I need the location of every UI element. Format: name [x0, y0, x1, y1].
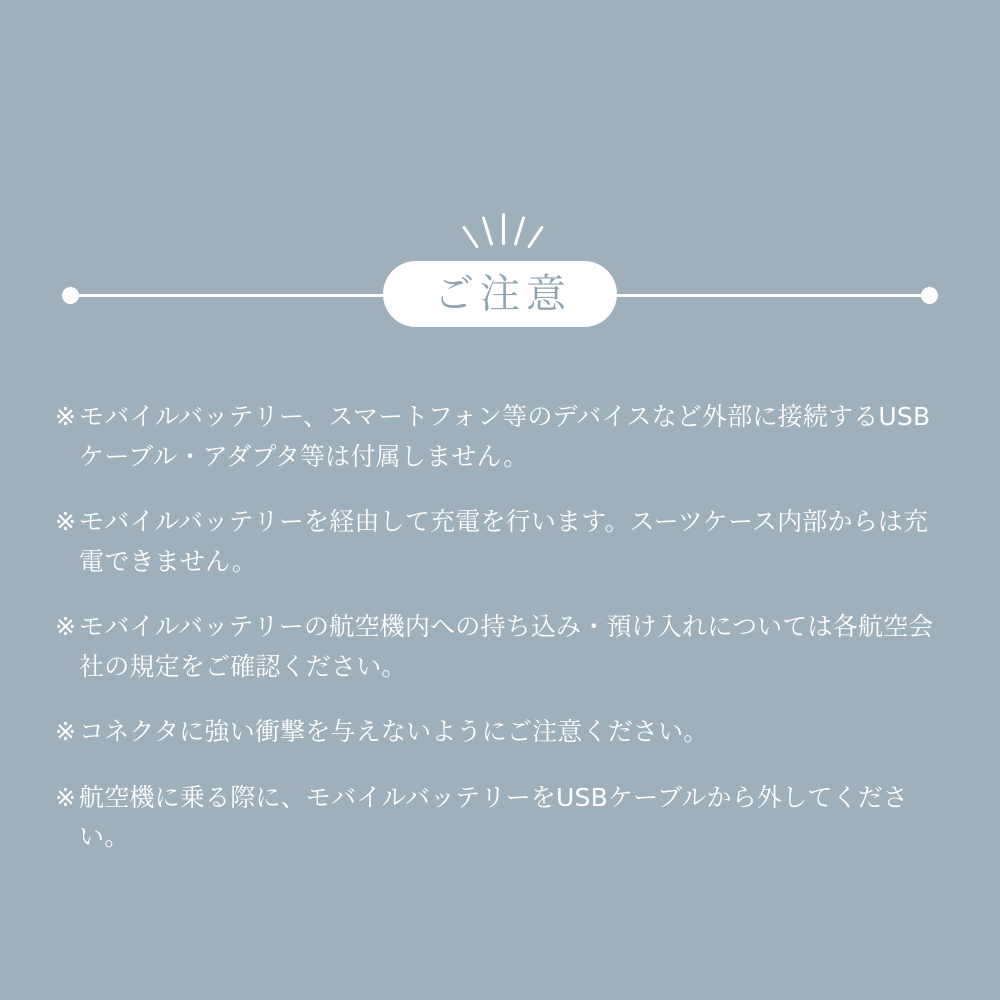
heading-rule-dot-left	[62, 287, 79, 304]
heading-rule-dot-right	[921, 287, 938, 304]
note-marker: ※	[55, 717, 77, 746]
note-text: モバイルバッテリーを経由して充電を行います。スーツケース内部からは充電できません。	[79, 507, 929, 576]
page-title: ご注意	[434, 271, 572, 317]
heading-band	[0, 240, 1000, 350]
note-item	[55, 778, 945, 857]
heading-pill	[383, 261, 617, 327]
note-item	[55, 397, 945, 476]
note-item	[55, 607, 945, 686]
note-text: モバイルバッテリーの航空機内への持ち込み・預け入れについては各航空会社の規定をご確認ください。	[79, 612, 934, 681]
sparkle-icon	[455, 208, 547, 256]
note-text: コネクタに強い衝撃を与えないようにご注意ください。	[79, 717, 709, 746]
note-item	[55, 712, 945, 752]
note-marker: ※	[55, 782, 77, 812]
note-marker: ※	[55, 612, 77, 641]
notes-list	[55, 372, 945, 857]
note-item	[55, 502, 945, 581]
note-text: モバイルバッテリー、スマートフォン等のデバイスなど外部に接続するUSBケーブル・アダプタ等は付属しません。	[79, 402, 931, 471]
note-text: 航空機に乗る際に、モバイルバッテリーをUSBケーブルから外してください。	[79, 782, 909, 851]
note-marker: ※	[55, 507, 77, 536]
note-marker: ※	[55, 402, 77, 431]
